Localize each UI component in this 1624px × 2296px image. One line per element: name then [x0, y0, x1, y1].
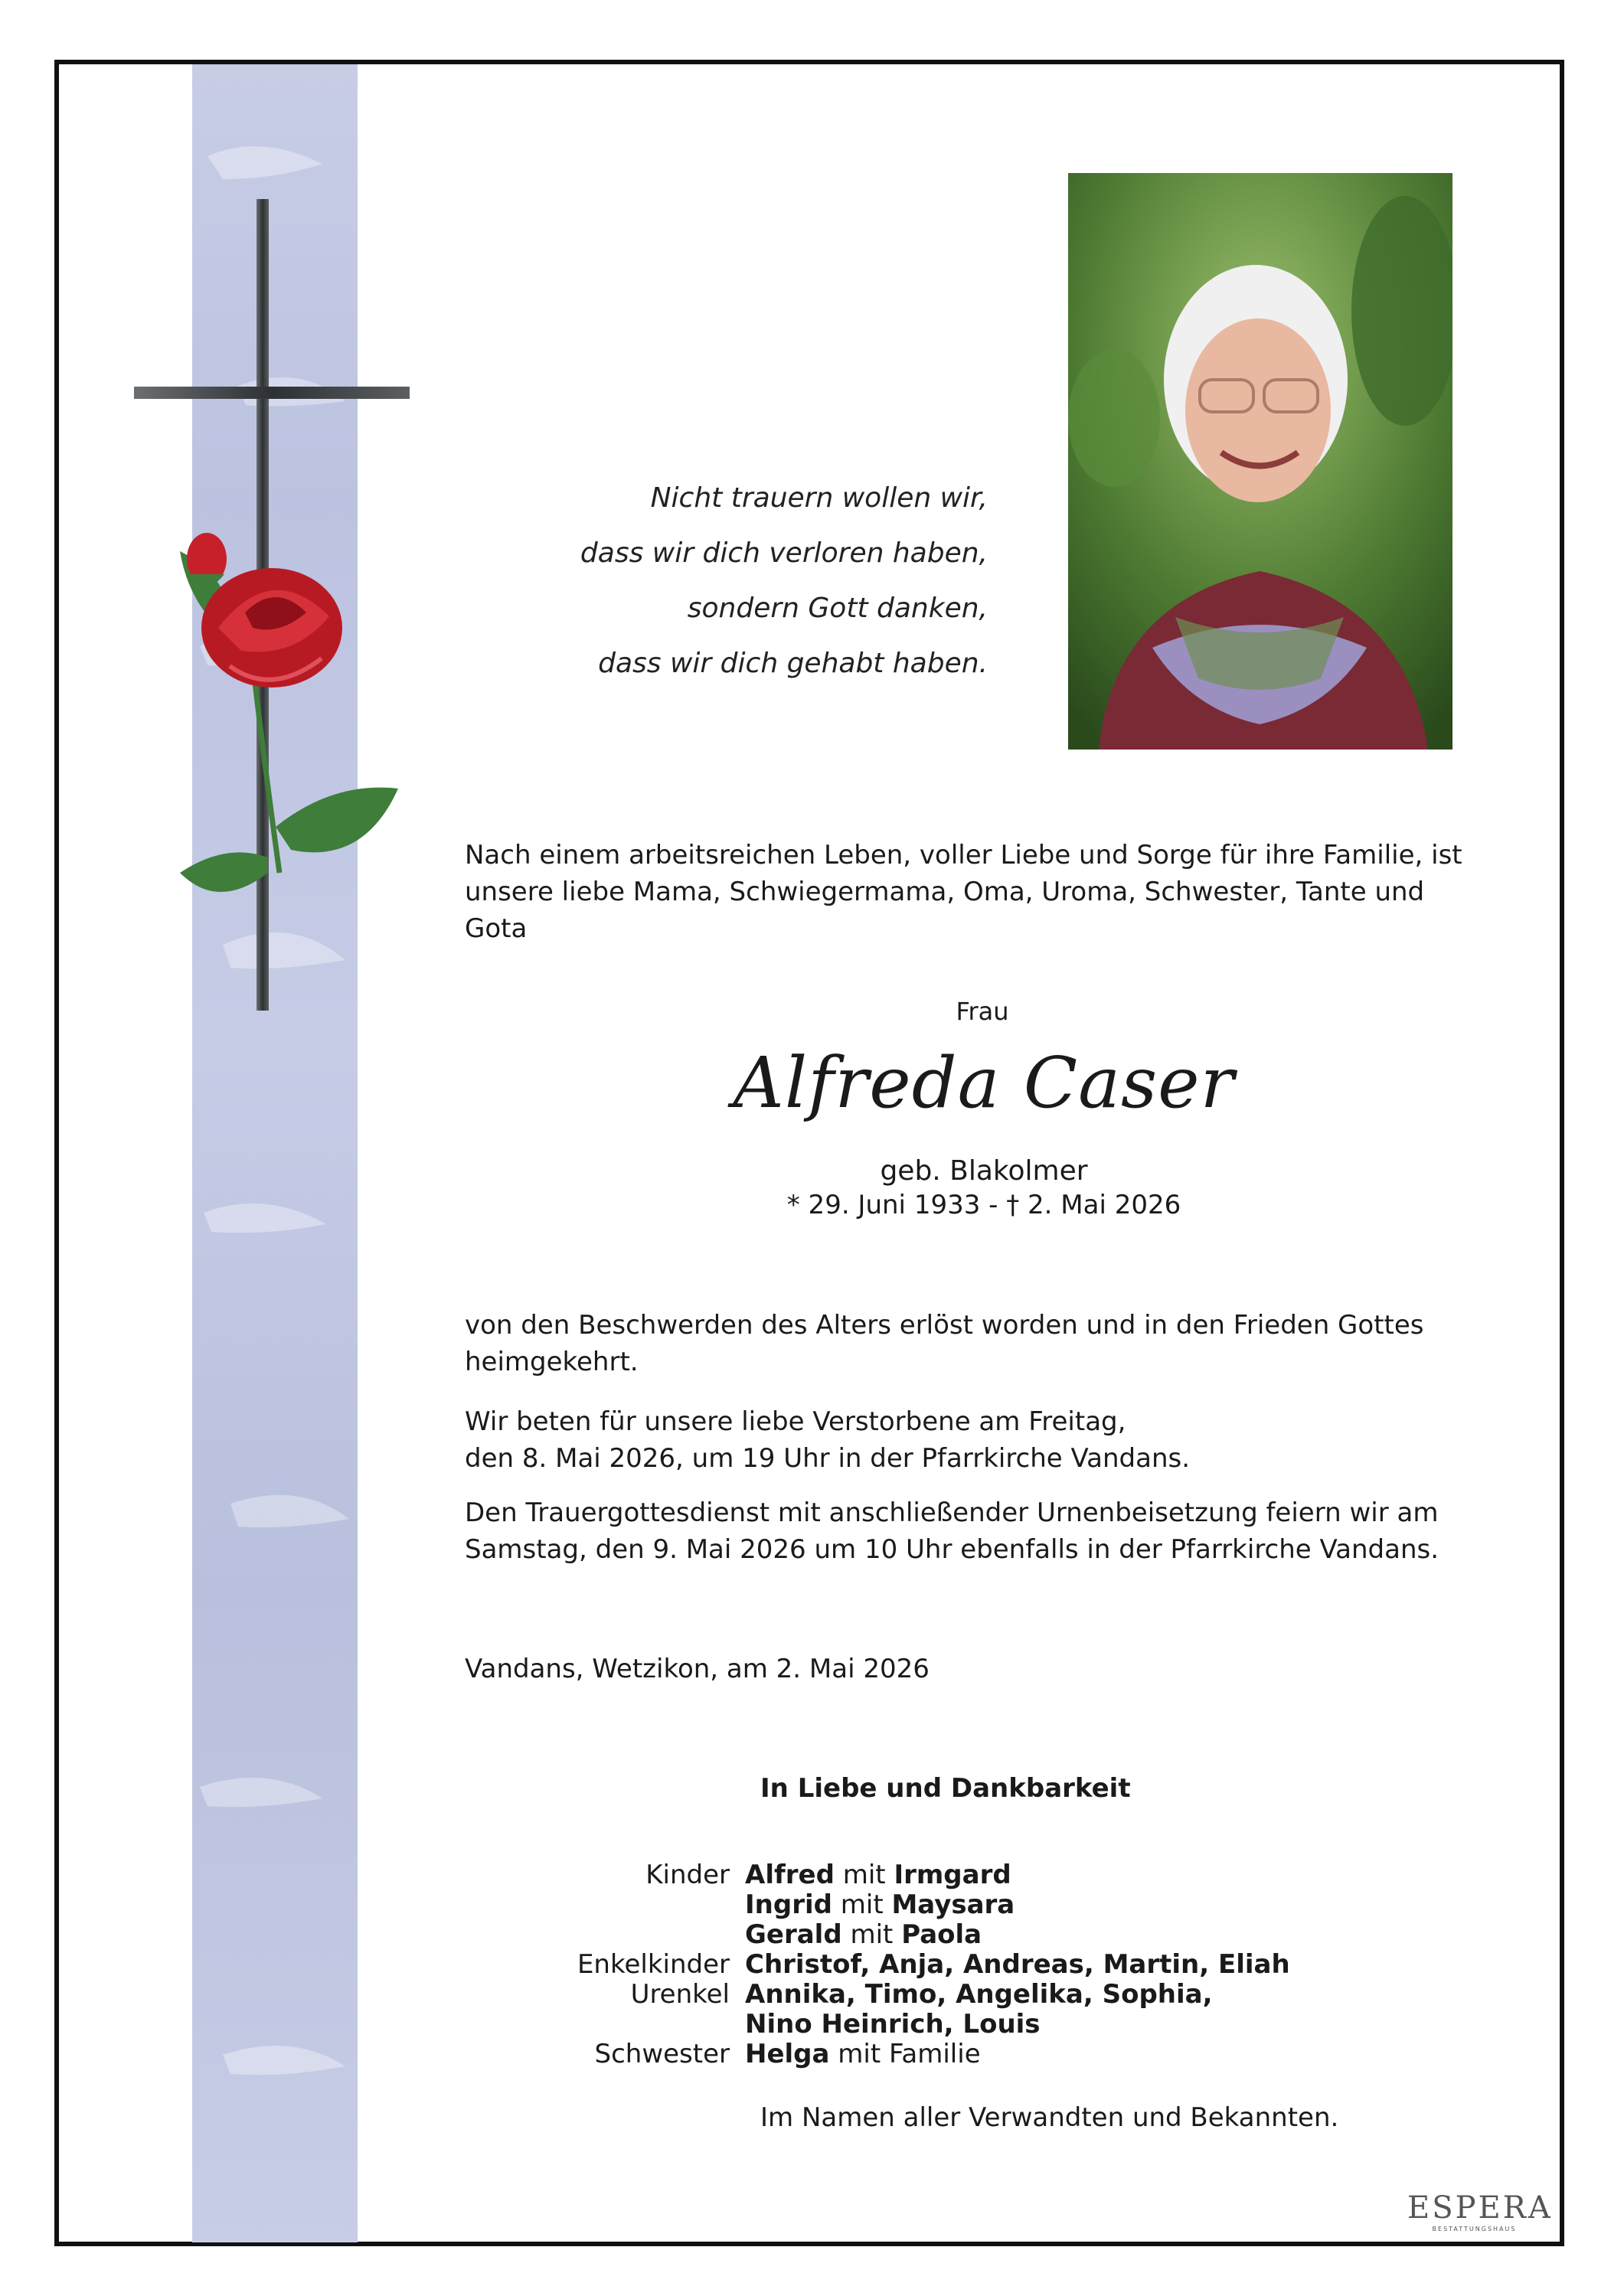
quote-line: Nicht trauern wollen wir,	[650, 482, 988, 514]
service-line: Samstag, den 9. Mai 2026 um 10 Uhr ebenfalls in der Pfarrkirche Vandans.	[465, 1534, 1439, 1565]
released-line: heimgekehrt.	[465, 1347, 639, 1377]
family-row-children	[551, 1920, 1470, 1950]
family-row-children	[551, 1860, 1470, 1890]
relation-label: Schwester	[594, 2039, 730, 2069]
birth-name: geb. Blakolmer	[880, 1155, 1088, 1187]
released-line: von den Beschwerden des Alters erlöst worden und in den Frieden Gottes	[465, 1310, 1424, 1341]
place-and-date: Vandans, Wetzikon, am 2. Mai 2026	[465, 1654, 930, 1684]
quote-line: dass wir dich gehabt haben.	[598, 648, 988, 679]
funeral-service-info	[465, 1494, 1491, 1568]
cross-with-rose-illustration	[103, 199, 425, 1018]
logo-brand: ESPERA	[1407, 2190, 1553, 2226]
family-names: Helga mit Familie	[745, 2039, 981, 2069]
intro-text	[465, 837, 1491, 947]
intro-line: Nach einem arbeitsreichen Leben, voller Liebe und Sorge für ihre Familie, ist	[465, 840, 1462, 870]
rose-bloom	[201, 568, 342, 687]
family-row-children	[551, 1890, 1470, 1920]
family-row-sister	[551, 2040, 1470, 2069]
portrait-photo	[1068, 173, 1452, 750]
in-love-heading: In Liebe und Dankbarkeit	[760, 1773, 1131, 1804]
closing-line: Im Namen aller Verwandten und Bekannten.	[760, 2102, 1339, 2133]
rose-bud	[187, 533, 227, 586]
cross-horizontal-bar	[134, 387, 410, 399]
released-text	[465, 1307, 1491, 1380]
family-row-great-grandchildren	[551, 1980, 1470, 2010]
honorific: Frau	[956, 997, 1009, 1026]
relation-label: Kinder	[645, 1860, 730, 1890]
relation-label: Urenkel	[630, 1979, 730, 2010]
deceased-name: Alfreda Caser	[733, 1042, 1235, 1124]
family-row-grandchildren	[551, 1950, 1470, 1980]
family-names: Annika, Timo, Angelika, Sophia,	[745, 1979, 1213, 2010]
quote-line: dass wir dich verloren haben,	[580, 537, 988, 569]
family-names: Ingrid mit Maysara	[745, 1889, 1015, 1920]
prayer-line: Wir beten für unsere liebe Verstorbene am Freitag,	[465, 1406, 1126, 1437]
prayer-line: den 8. Mai 2026, um 19 Uhr in der Pfarrkirche Vandans.	[465, 1443, 1191, 1474]
intro-line: unsere liebe Mama, Schwiegermama, Oma, Uroma, Schwester, Tante und Gota	[465, 877, 1425, 944]
life-dates: * 29. Juni 1933 - † 2. Mai 2026	[786, 1190, 1181, 1220]
family-row-great-grandchildren	[551, 2010, 1470, 2040]
relation-label: Enkelkinder	[577, 1949, 730, 1980]
logo-subtitle: BESTATTUNGSHAUS	[1432, 2226, 1517, 2232]
family-names: Alfred mit Irmgard	[745, 1860, 1011, 1890]
prayer-info	[465, 1403, 1491, 1477]
memorial-quote	[505, 471, 988, 691]
quote-line: sondern Gott danken,	[687, 593, 988, 624]
mourners-list	[551, 1860, 1470, 2069]
family-names: Nino Heinrich, Louis	[745, 2009, 1041, 2040]
service-line: Den Trauergottesdienst mit anschließender Urnenbeisetzung feiern wir am	[465, 1497, 1439, 1528]
funeral-home-logo	[1407, 2190, 1553, 2234]
family-names: Christof, Anja, Andreas, Martin, Eliah	[745, 1949, 1290, 1980]
family-names: Gerald mit Paola	[745, 1919, 982, 1950]
